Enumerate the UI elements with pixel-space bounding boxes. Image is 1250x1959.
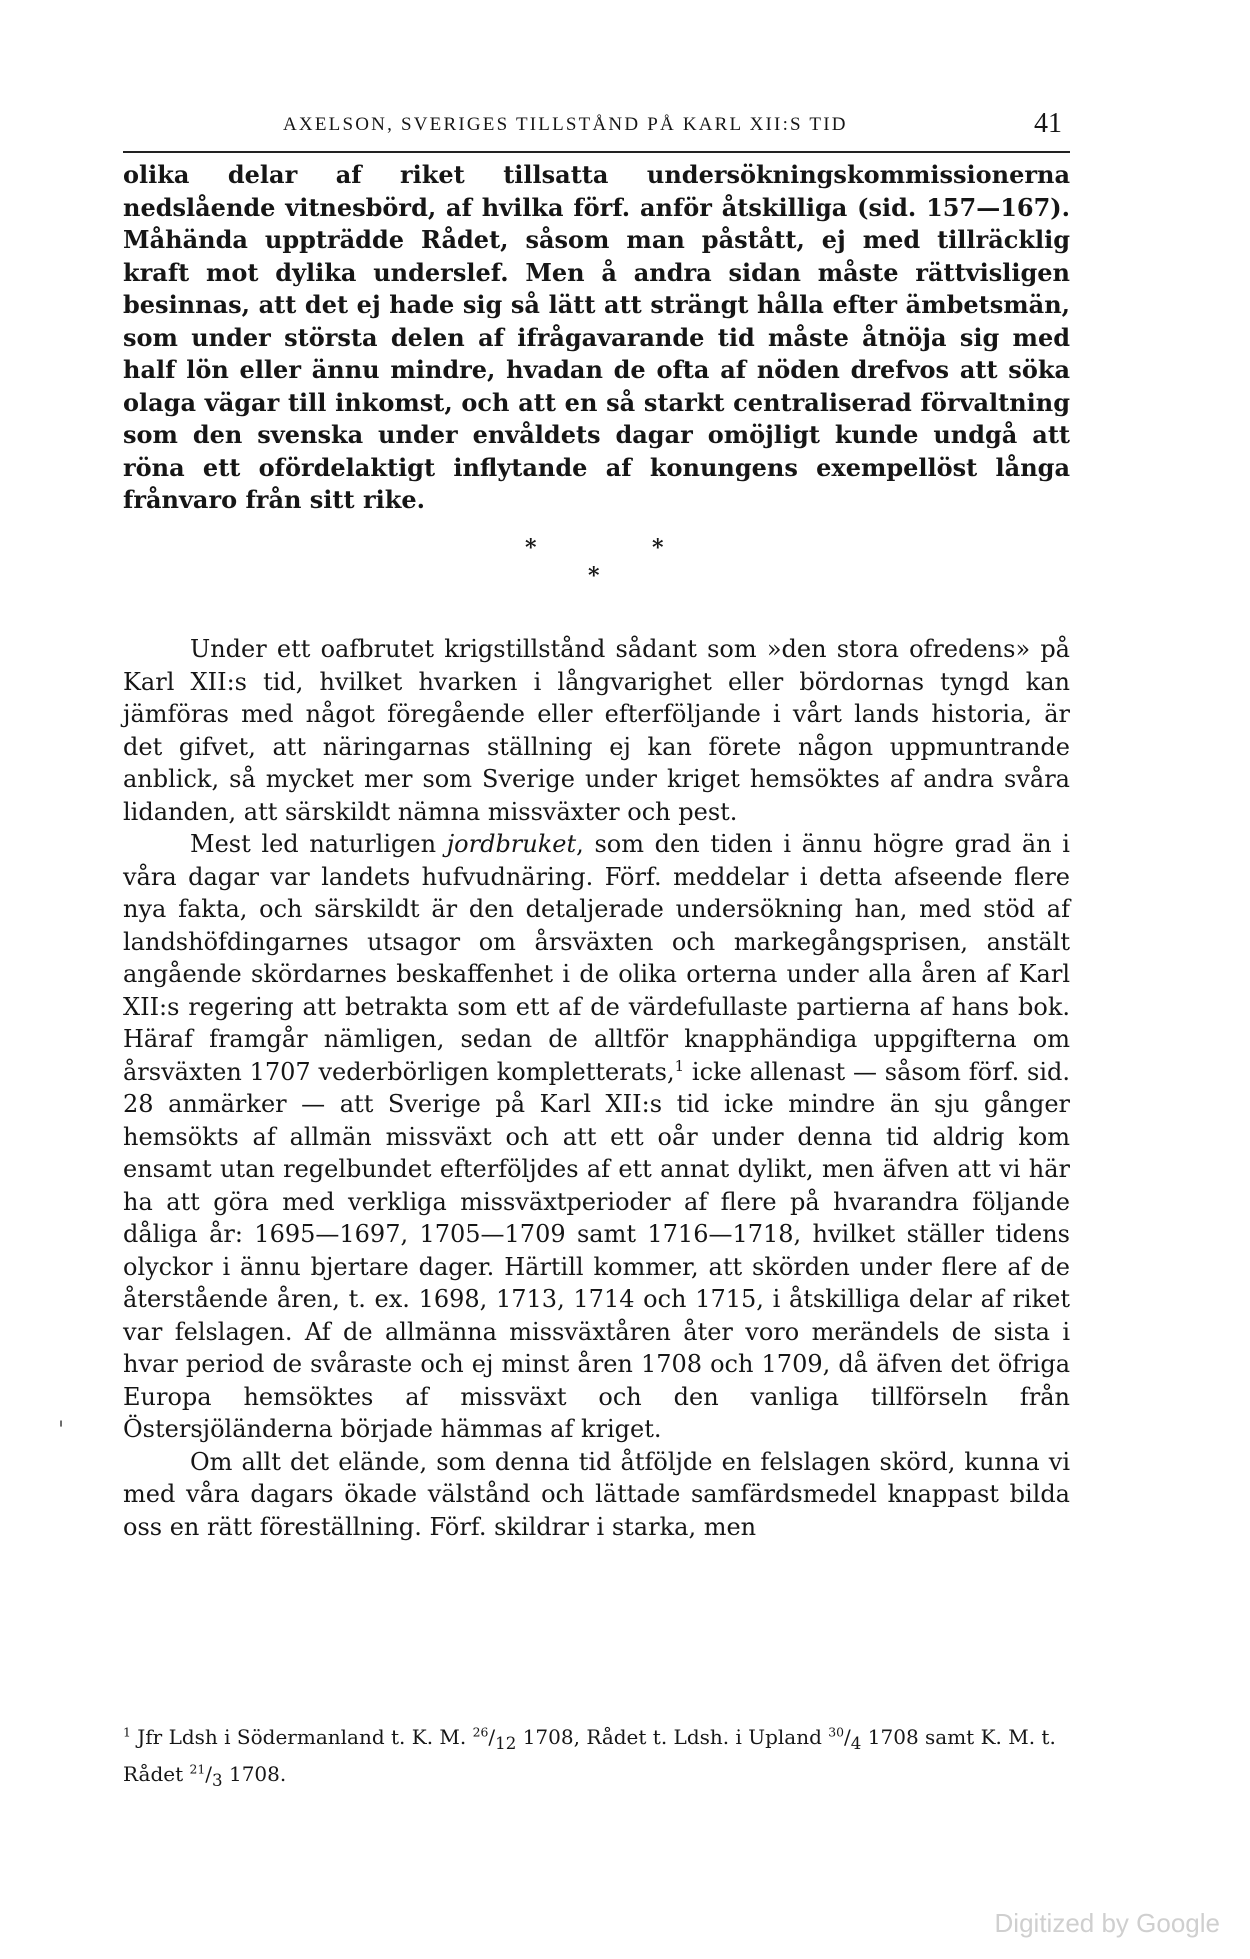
date-denominator: 12 [495, 1734, 517, 1753]
date-denominator: 4 [850, 1734, 862, 1753]
date-numerator: 26 [472, 1724, 489, 1740]
footnote-part: / [488, 1725, 496, 1749]
paragraph-text: olika delar af riket tillsatta undersökningskommissionerna nedslående vitnesbörd, af hvilka förf. anför åtskilliga (sid. 157—167). Måhända uppträdde Rådet, såsom man påstått, ej med tillräcklig kraft mot dylika underslef. Men å andra sidan måste rättvisligen besinnas, att det ej hade sig så lätt att strängt hålla efter ämbetsmän, som under största delen af ifrågavarande tid måste åtnöja sig med half lön eller ännu mindre, hvadan de ofta af nöden drefvos att söka olaga vägar till inkomst, och att en så starkt centraliserad förvaltning som den svenska under envåldets dagar omöjligt kunde undgå att röna ett ofördelaktigt inflytande af konungens exempellöst långa frånvaro från sitt rike. [123, 160, 1070, 514]
paragraph-continuation [123, 159, 1070, 517]
asterisk: * [588, 563, 600, 589]
footnote-part: 1708, Rådet t. Ldsh. i Upland [516, 1725, 829, 1749]
paragraph-text: icke allenast — såsom förf. sid. 28 anmärker — att Sverige på Karl XII:s tid icke mindre än sju gånger hemsökts af allmän missväxt och att ett oår under denna tid aldrig kom ensamt utan regelbundet efterföljdes af ett annat dylikt, men äfven att vi här ha att göra med verkliga missväxtperioder af flere på hvarandra följande dåliga år: 1695—1697, 1705—1709 samt 1716—1718, hvilket ställer tidens olyckor i ännu bjertare dager. Härtill kommer, att skörden under flere af de återstående åren, t. ex. 1698, 1713, 1714 och 1715, i åtskilliga delar af riket var felslagen. Af de allmänna missväxtåren åter voro merändels de sista i hvar period de svåraste och ej minst åren 1708 och 1709, då äfven det öfriga Europa hemsöktes af missväxt och den vanliga tillförseln från Östersjöländerna började hämmas af kriget. [123, 1057, 1070, 1443]
footnote-marker: 1 [123, 1724, 131, 1740]
date-numerator: 30 [828, 1724, 845, 1740]
asterisk: * [525, 535, 537, 561]
footnote-part: / [844, 1725, 851, 1749]
footnote-reference: 1 [674, 1056, 685, 1075]
main-text [123, 633, 1070, 1543]
paragraph-text: Mest led naturligen [190, 830, 447, 858]
date-denominator: 3 [212, 1771, 223, 1790]
margin-mark: ' [58, 1418, 65, 1443]
emphasis-text: jordbruket [446, 830, 577, 858]
header-rule [123, 151, 1070, 153]
paragraph [123, 828, 1070, 1446]
footnote-part: 1708. [222, 1762, 287, 1786]
page-number: 41 [1034, 108, 1062, 139]
paragraph-text: , som den tiden i ännu högre grad än i våra dagar var landets hufvudnäring. Förf. meddelar i detta afseende flere nya fakta, och särskildt är den detaljerade undersökning han, med stöd af landshöfdingarnes utsagor om årsväxten och markegångsprisen, anstält angående skördarnes beskaffenhet i de olika orterna under alla åren af Karl XII:s regering att betrakta som ett af de värdefullaste partierna af hans bok. Häraf framgår nämligen, sedan de alltför knapphändiga uppgifterna om årsväxten 1707 vederbörligen kompletterats, [123, 830, 1070, 1086]
section-separator [520, 535, 680, 595]
footnote-text [123, 1722, 1070, 1796]
date-numerator: 21 [189, 1761, 206, 1777]
watermark: Digitized by Google [994, 1908, 1220, 1938]
footnote-part: 1708 samt K. M. t. Rådet [123, 1725, 1056, 1786]
asterisk: * [652, 535, 664, 561]
footnote-part: / [205, 1762, 213, 1786]
page-header [123, 108, 1070, 148]
footnote-part: Jfr Ldsh i Södermanland t. K. M. [130, 1725, 473, 1749]
running-head: AXELSON, SVERIGES TILLSTÅND PÅ KARL XII:S TID [283, 114, 848, 135]
paragraph: Om allt det elände, som denna tid åtföljde en felslagen skörd, kunna vi med våra dagars ökade välstånd och lättade samfärdsmedel knappast bilda oss en rätt föreställning. Förf. skildrar i starka, men [123, 1447, 1070, 1541]
paragraph: Under ett oafbrutet krigstillstånd sådant som »den stora ofredens» på Karl XII:s tid, hvilket hvarken i långvarighet eller bördornas tyngd kan jämföras med något föregående eller efterföljande i vårt lands historia, är det gifvet, att näringarnas ställning ej kan förete någon uppmuntrande anblick, så mycket mer som Sverige under kriget hemsöktes af andra svåra lidanden, att särskildt nämna missväxter och pest. [123, 635, 1070, 826]
footnote [123, 1722, 1070, 1796]
